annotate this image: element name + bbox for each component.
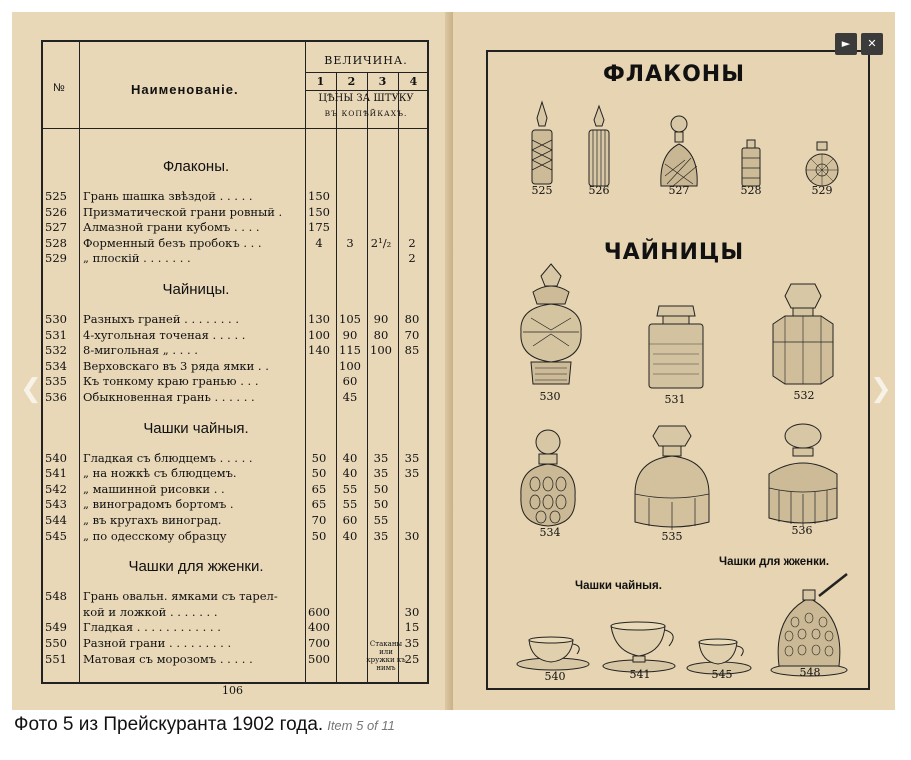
left-page: [12, 12, 453, 710]
price-cell: 35: [404, 466, 420, 481]
item-number: 544: [45, 513, 67, 527]
flacon-label: 525: [531, 184, 553, 197]
price-cell: 40: [342, 466, 358, 481]
title-flacons: ФЛАКОНЫ: [602, 62, 745, 87]
price-cell: 80: [373, 327, 389, 342]
item-name: „ плоскій . . . . . . .: [83, 251, 191, 266]
item-number: 550: [45, 636, 67, 650]
flacon-label: 527: [668, 184, 690, 197]
price-cell: 70: [404, 327, 420, 342]
item-number: 535: [45, 374, 67, 389]
price-cell: 150: [308, 189, 330, 203]
item-name: Матовая съ морозомъ . . . . .: [83, 651, 253, 666]
price-cell: 600: [308, 604, 330, 619]
item-number: 530: [45, 312, 67, 326]
flacon-label: 528: [740, 184, 762, 197]
price-cell: 30: [404, 528, 420, 543]
price-cell: 30: [404, 604, 420, 619]
caption-text: Фото 5 из Прейскуранта 1902 года.: [14, 714, 324, 735]
caption-tea-cups: Чашки чайныя.: [575, 580, 662, 592]
table-row: [43, 359, 427, 374]
tea-caddy-label: 530: [539, 390, 561, 403]
item-number: 525: [45, 189, 67, 203]
cup-label: 541: [629, 668, 651, 681]
table-row: [43, 251, 427, 266]
table-row: [43, 529, 427, 544]
item-name: кой и ложкой . . . . . . .: [83, 604, 218, 619]
price-cell: 100: [339, 358, 361, 373]
price-header-line1: ЦѢНЫ ЗА ШТУКУ: [318, 93, 414, 104]
size-column-1: 1: [316, 75, 325, 88]
item-name: Гладкая съ блюдцемъ . . . . .: [83, 450, 253, 465]
col-name-header: Наименованіе.: [131, 82, 239, 97]
tea-caddy-label: 531: [664, 393, 686, 406]
flacon-529-illustration: [805, 140, 839, 188]
tea-caddy-531-illustration: [645, 304, 707, 390]
table-row: [43, 451, 427, 466]
tea-caddy-label: 535: [661, 530, 683, 543]
photo-caption: [14, 714, 395, 736]
item-name: Алмазной грани кубомъ . . . .: [83, 220, 260, 235]
table-row: [43, 497, 427, 512]
item-name: Разныхъ граней . . . . . . . .: [83, 312, 240, 326]
tea-cup-541-illustration: [599, 618, 683, 674]
size-column-4: 4: [409, 75, 418, 88]
price-cell: 3: [346, 235, 354, 250]
price-cell: 55: [342, 481, 358, 496]
tea-caddy-label: 534: [539, 526, 561, 539]
price-cell: 65: [311, 497, 327, 512]
item-name: Разной грани . . . . . . . . .: [83, 636, 232, 650]
table-row: [43, 390, 427, 405]
item-name: Форменный безъ пробокъ . . .: [83, 235, 262, 250]
price-table: [41, 40, 429, 684]
price-header-line2: ВЪ КОПѢЙКАХЪ.: [324, 109, 408, 118]
item-number: 534: [45, 358, 67, 373]
item-name: Обыкновенная грань . . . . . .: [83, 390, 255, 404]
price-cell: 70: [311, 513, 327, 527]
flacon-528-illustration: [739, 138, 763, 188]
table-row: [43, 189, 427, 204]
item-number: 548: [45, 589, 67, 604]
tea-caddy-535-illustration: [629, 422, 715, 532]
tea-caddy-label: 532: [793, 389, 815, 402]
cup-label: 540: [544, 670, 566, 683]
table-row: [43, 312, 427, 327]
item-name: „ машинной рисовки . .: [83, 481, 225, 496]
table-row: [43, 482, 427, 497]
price-cell: 130: [308, 312, 330, 326]
item-number: 542: [45, 481, 67, 496]
size-column-2: 2: [347, 75, 356, 88]
col-num-header: №: [53, 82, 65, 94]
note-glasses: Стаканы или кружки къ нимъ: [366, 640, 406, 672]
table-row: [43, 236, 427, 251]
price-cell: 35: [373, 466, 389, 481]
price-cell: 85: [404, 343, 420, 358]
price-cell: 500: [308, 651, 330, 666]
item-name: 8-мигольная „ . . . .: [83, 343, 198, 358]
price-cell: 40: [342, 528, 358, 543]
table-row: [43, 466, 427, 481]
section-title: Чайницы.: [162, 281, 230, 298]
flacon-label: 526: [588, 184, 610, 197]
price-cell: 4: [315, 235, 323, 250]
price-cell: 80: [404, 312, 420, 326]
item-name: Верховскаго въ 3 ряда ямки . .: [83, 358, 269, 373]
section-title: Флаконы.: [162, 158, 230, 175]
item-name: Грань шашка звѣздой . . . . .: [83, 189, 253, 203]
price-cell: 60: [342, 513, 358, 527]
previous-arrow-icon[interactable]: ❮: [20, 374, 42, 404]
play-slideshow-button[interactable]: ►: [835, 33, 857, 55]
item-number: 531: [45, 327, 67, 342]
price-cell: 150: [308, 204, 330, 219]
price-cell: 35: [404, 450, 420, 465]
table-row: [43, 589, 427, 604]
price-cell: 35: [404, 636, 420, 650]
item-name: „ на ножкѣ съ блюдцемъ.: [83, 466, 237, 481]
price-cell: 55: [373, 513, 389, 527]
page-number: 106: [222, 684, 243, 697]
item-number: 540: [45, 450, 67, 465]
price-cell: 65: [311, 481, 327, 496]
item-name: „ виноградомъ бортомъ .: [83, 497, 234, 512]
tea-caddy-530-illustration: [511, 262, 591, 388]
item-number: 526: [45, 204, 67, 219]
size-column-3: 3: [378, 75, 387, 88]
tea-caddy-532-illustration: [765, 282, 841, 388]
table-row: [43, 605, 427, 620]
price-cell: 40: [342, 450, 358, 465]
item-number: 551: [45, 651, 67, 666]
price-cell: 15: [404, 620, 420, 635]
price-cell: 50: [311, 450, 327, 465]
caption-punch-cups: Чашки для жженки.: [719, 556, 830, 568]
flacon-525-illustration: [527, 100, 557, 188]
section-title: Чашки для жженки.: [128, 558, 264, 576]
item-number: 545: [45, 528, 67, 543]
table-row: [43, 513, 427, 528]
item-name: 4-хугольная точеная . . . . .: [83, 327, 246, 342]
price-cell: 140: [308, 343, 330, 358]
item-number: 543: [45, 497, 67, 512]
price-cell: 2: [408, 235, 416, 250]
price-cell: 2: [408, 251, 416, 266]
price-cell: 115: [339, 343, 361, 358]
item-name: Къ тонкому краю гранью . . .: [83, 374, 259, 389]
price-cell: 90: [342, 327, 358, 342]
price-cell: 700: [308, 636, 330, 650]
next-arrow-icon[interactable]: ❯: [870, 374, 892, 404]
price-cell: 100: [370, 343, 392, 358]
item-number: 541: [45, 466, 67, 481]
price-cell: 25: [404, 651, 420, 666]
flacon-label: 529: [811, 184, 833, 197]
price-cell: 100: [308, 327, 330, 342]
item-number: 549: [45, 620, 67, 635]
tea-cup-540-illustration: [515, 630, 595, 672]
tea-caddy-label: 536: [791, 524, 813, 537]
photo-viewer: [12, 12, 895, 710]
price-cell: 35: [373, 450, 389, 465]
price-cell: 175: [308, 220, 330, 235]
section-title: Чашки чайныя.: [143, 419, 249, 437]
price-cell: 45: [342, 390, 358, 404]
table-row: [43, 343, 427, 358]
punch-bowl-548-illustration: [767, 572, 853, 678]
item-name: „ въ кругахъ виноград.: [83, 513, 222, 527]
item-name: Призматической грани ровный .: [83, 204, 283, 219]
table-row: [43, 328, 427, 343]
price-cell: 50: [311, 466, 327, 481]
tea-caddy-536-illustration: [763, 422, 843, 528]
price-cell: 50: [373, 497, 389, 512]
item-name: „ по одесскому образцу: [83, 528, 227, 543]
price-cell: 400: [308, 620, 330, 635]
title-tea-caddies: ЧАЙНИЦЫ: [603, 240, 745, 265]
item-number: 527: [45, 220, 67, 235]
cup-label: 545: [711, 668, 733, 681]
close-icon[interactable]: ✕: [861, 33, 883, 55]
table-row: [43, 220, 427, 235]
item-number: 536: [45, 390, 67, 404]
item-number: 532: [45, 343, 67, 358]
price-cell: 60: [342, 374, 358, 389]
tea-caddy-534-illustration: [515, 428, 581, 528]
table-row: [43, 620, 427, 635]
price-cell: 35: [373, 528, 389, 543]
item-number: 528: [45, 235, 67, 250]
item-name: Грань овальн. ямками съ тарел-: [83, 589, 278, 604]
table-row: [43, 374, 427, 389]
right-page: [453, 12, 895, 710]
flacon-526-illustration: [583, 104, 615, 188]
price-cell: 50: [373, 481, 389, 496]
item-name: Гладкая . . . . . . . . . . . .: [83, 620, 221, 635]
price-cell: 55: [342, 497, 358, 512]
price-cell: 50: [311, 528, 327, 543]
price-cell: 90: [373, 312, 389, 326]
item-number: 529: [45, 251, 67, 266]
price-cell: 2¹/₂: [370, 235, 392, 250]
flacon-527-illustration: [657, 114, 701, 188]
col-size-header: ВЕЛИЧИНА.: [324, 54, 408, 67]
price-cell: 105: [339, 312, 361, 326]
table-row: [43, 205, 427, 220]
item-counter: Item 5 of 11: [327, 718, 395, 733]
cup-label: 548: [799, 666, 821, 679]
